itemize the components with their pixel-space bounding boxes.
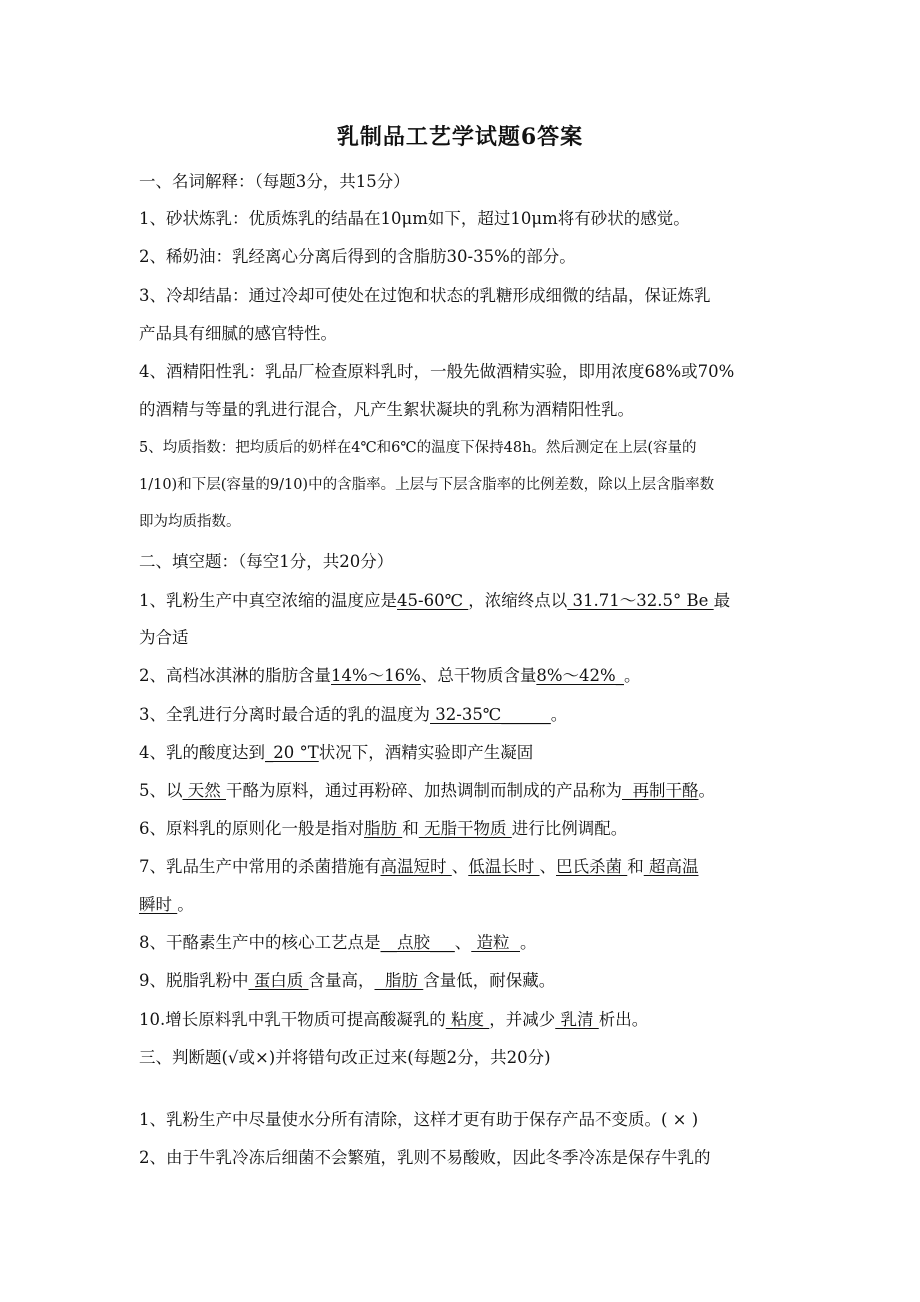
fill-7-line-1 <box>139 855 799 879</box>
term-5-line-1: 5、均质指数：把均质后的奶样在4℃和6℃的温度下保持48h。然后测定在上层(容量的 <box>139 440 697 456</box>
fill-7-text-1: 7、乳品生产中常用的杀菌措施有 <box>139 857 381 876</box>
term-5-line-2: 1/10)和下层(容量的9/10)中的含脂率。上层与下层含脂率的比例差数，除以上层含脂率数 <box>139 477 715 493</box>
fill-3-text-1: 3、全乳进行分离时最合适的乳的温度为 <box>139 705 430 724</box>
fill-5-answer-2: 再制干酪 <box>622 781 699 800</box>
fill-2 <box>139 664 799 688</box>
term-1: 1、砂状炼乳：优质炼乳的结晶在10μm如下，超过10μm将有砂状的感觉。 <box>139 209 690 228</box>
term-4-line-1: 4、酒精阳性乳：乳品厂检查原料乳时，一般先做酒精实验，即用浓度68%或70% <box>139 362 735 381</box>
fill-8-text-2: 、 <box>454 933 472 952</box>
fill-6-text-1: 6、原料乳的原则化一般是指对 <box>139 819 364 838</box>
term-4-line-2: 的酒精与等量的乳进行混合，凡产生絮状凝块的乳称为酒精阳性乳。 <box>139 400 634 419</box>
fill-9-answer-1: 蛋白质 <box>248 971 309 990</box>
term-3-line-2: 产品具有细腻的感官特性。 <box>139 324 337 343</box>
section-3-heading: 三、判断题(√或×)并将错句改正过来(每题2分，共20分) <box>139 1048 551 1067</box>
fill-9-text-3: 含量低，耐保藏。 <box>423 971 556 990</box>
fill-10 <box>139 1008 799 1032</box>
fill-1-answer-2: 31.71～32.5° Be <box>567 591 714 610</box>
fill-10-text-2: ，并减少 <box>489 1010 556 1029</box>
fill-7-answer-1: 高温短时 <box>380 857 452 876</box>
fill-4-text-2: 状况下，酒精实验即产生凝固 <box>318 743 534 762</box>
fill-10-answer-1: 粘度 <box>445 1010 490 1029</box>
fill-10-text-3: 析出。 <box>598 1010 649 1029</box>
fill-2-answer-1: 14%～16% <box>331 666 421 685</box>
fill-10-answer-2: 乳清 <box>555 1010 599 1029</box>
fill-8 <box>139 931 799 955</box>
term-5-line-3: 即为均质指数。 <box>139 514 241 530</box>
fill-7-text-3: 、 <box>539 857 556 876</box>
fill-9-text-2: 含量高， <box>308 971 375 990</box>
fill-10-text-1: 10.增长原料乳中乳干物质可提高酸凝乳的 <box>139 1010 446 1029</box>
document-title: 乳制品工艺学试题6答案 <box>336 124 584 150</box>
fill-9-answer-2: 脂肪 <box>374 971 424 990</box>
judge-1: 1、乳粉生产中尽量使水分所有清除，这样才更有助于保存产品不变质。( × ) <box>139 1110 699 1129</box>
fill-1-text-3: 最 <box>713 591 731 610</box>
fill-5 <box>139 779 799 803</box>
fill-7-line-2 <box>139 893 799 917</box>
fill-2-text-1: 2、高档冰淇淋的脂肪含量 <box>139 666 331 685</box>
fill-7-text-4: 和 <box>627 857 644 876</box>
term-3-line-1: 3、冷却结晶：通过冷却可使处在过饱和状态的乳糖形成细微的结晶，保证炼乳 <box>139 286 711 305</box>
fill-7-text-2: 、 <box>451 857 469 876</box>
fill-3-text-2: 。 <box>550 705 568 724</box>
fill-6-text-3: 进行比例调配。 <box>511 819 628 838</box>
fill-9 <box>139 969 799 993</box>
fill-4 <box>139 741 799 765</box>
fill-2-answer-2: 8%～42%_ <box>536 666 624 685</box>
fill-7-answer-4-cont: 瞬时 <box>139 895 178 914</box>
fill-5-text-2: 干酪为原料，通过再粉碎、加热调制而制成的产品称为 <box>226 781 622 800</box>
fill-4-text-1: 4、乳的酸度达到 <box>139 743 265 762</box>
fill-2-text-3: 。 <box>623 666 641 685</box>
fill-5-text-3: 。 <box>698 781 715 800</box>
section-1-heading: 一、名词解释：（每题3分，共15分） <box>139 172 410 191</box>
fill-1-line-1 <box>139 589 799 613</box>
fill-2-text-2: 、总干物质含量 <box>420 666 537 685</box>
fill-3 <box>139 703 799 727</box>
fill-1-line-2: 为合适 <box>139 628 189 647</box>
fill-3-answer-1: 32-35℃______ <box>430 705 551 724</box>
section-2-heading: 二、填空题：（每空1分，共20分） <box>139 552 394 571</box>
term-2: 2、稀奶油：乳经离心分离后得到的含脂肪30-35%的部分。 <box>139 247 576 266</box>
fill-6-answer-2: 无脂干物质 <box>418 819 512 838</box>
fill-7-text-5: 。 <box>177 895 194 914</box>
judge-2: 2、由于牛乳冷冻后细菌不会繁殖，乳则不易酸败，因此冬季冷冻是保存牛乳的 <box>139 1148 711 1167</box>
fill-1-answer-1: 45-60℃ <box>397 591 469 610</box>
fill-8-answer-2: 造粒 <box>471 933 520 952</box>
fill-6 <box>139 817 799 841</box>
fill-5-answer-1: 天然 <box>182 781 226 800</box>
fill-4-answer-1: _20 °T <box>265 743 319 762</box>
fill-6-answer-1: 脂肪 <box>364 819 403 838</box>
fill-6-text-2: 和 <box>402 819 419 838</box>
fill-5-text-1: 5、以 <box>139 781 183 800</box>
fill-8-answer-1: __点胶___ <box>380 933 455 952</box>
fill-7-answer-3: 巴氏杀菌 <box>556 857 628 876</box>
fill-8-text-1: 8、干酪素生产中的核心工艺点是 <box>139 933 381 952</box>
fill-7-answer-4: 超高温 <box>643 857 699 876</box>
fill-1-text-2: ，浓缩终点以 <box>468 591 568 610</box>
fill-9-text-1: 9、脱脂乳粉中 <box>139 971 249 990</box>
fill-1-text-1: 1、乳粉生产中真空浓缩的温度应是 <box>139 591 397 610</box>
fill-8-text-3: 。 <box>520 933 537 952</box>
fill-7-answer-2: 低温长时 <box>468 857 540 876</box>
